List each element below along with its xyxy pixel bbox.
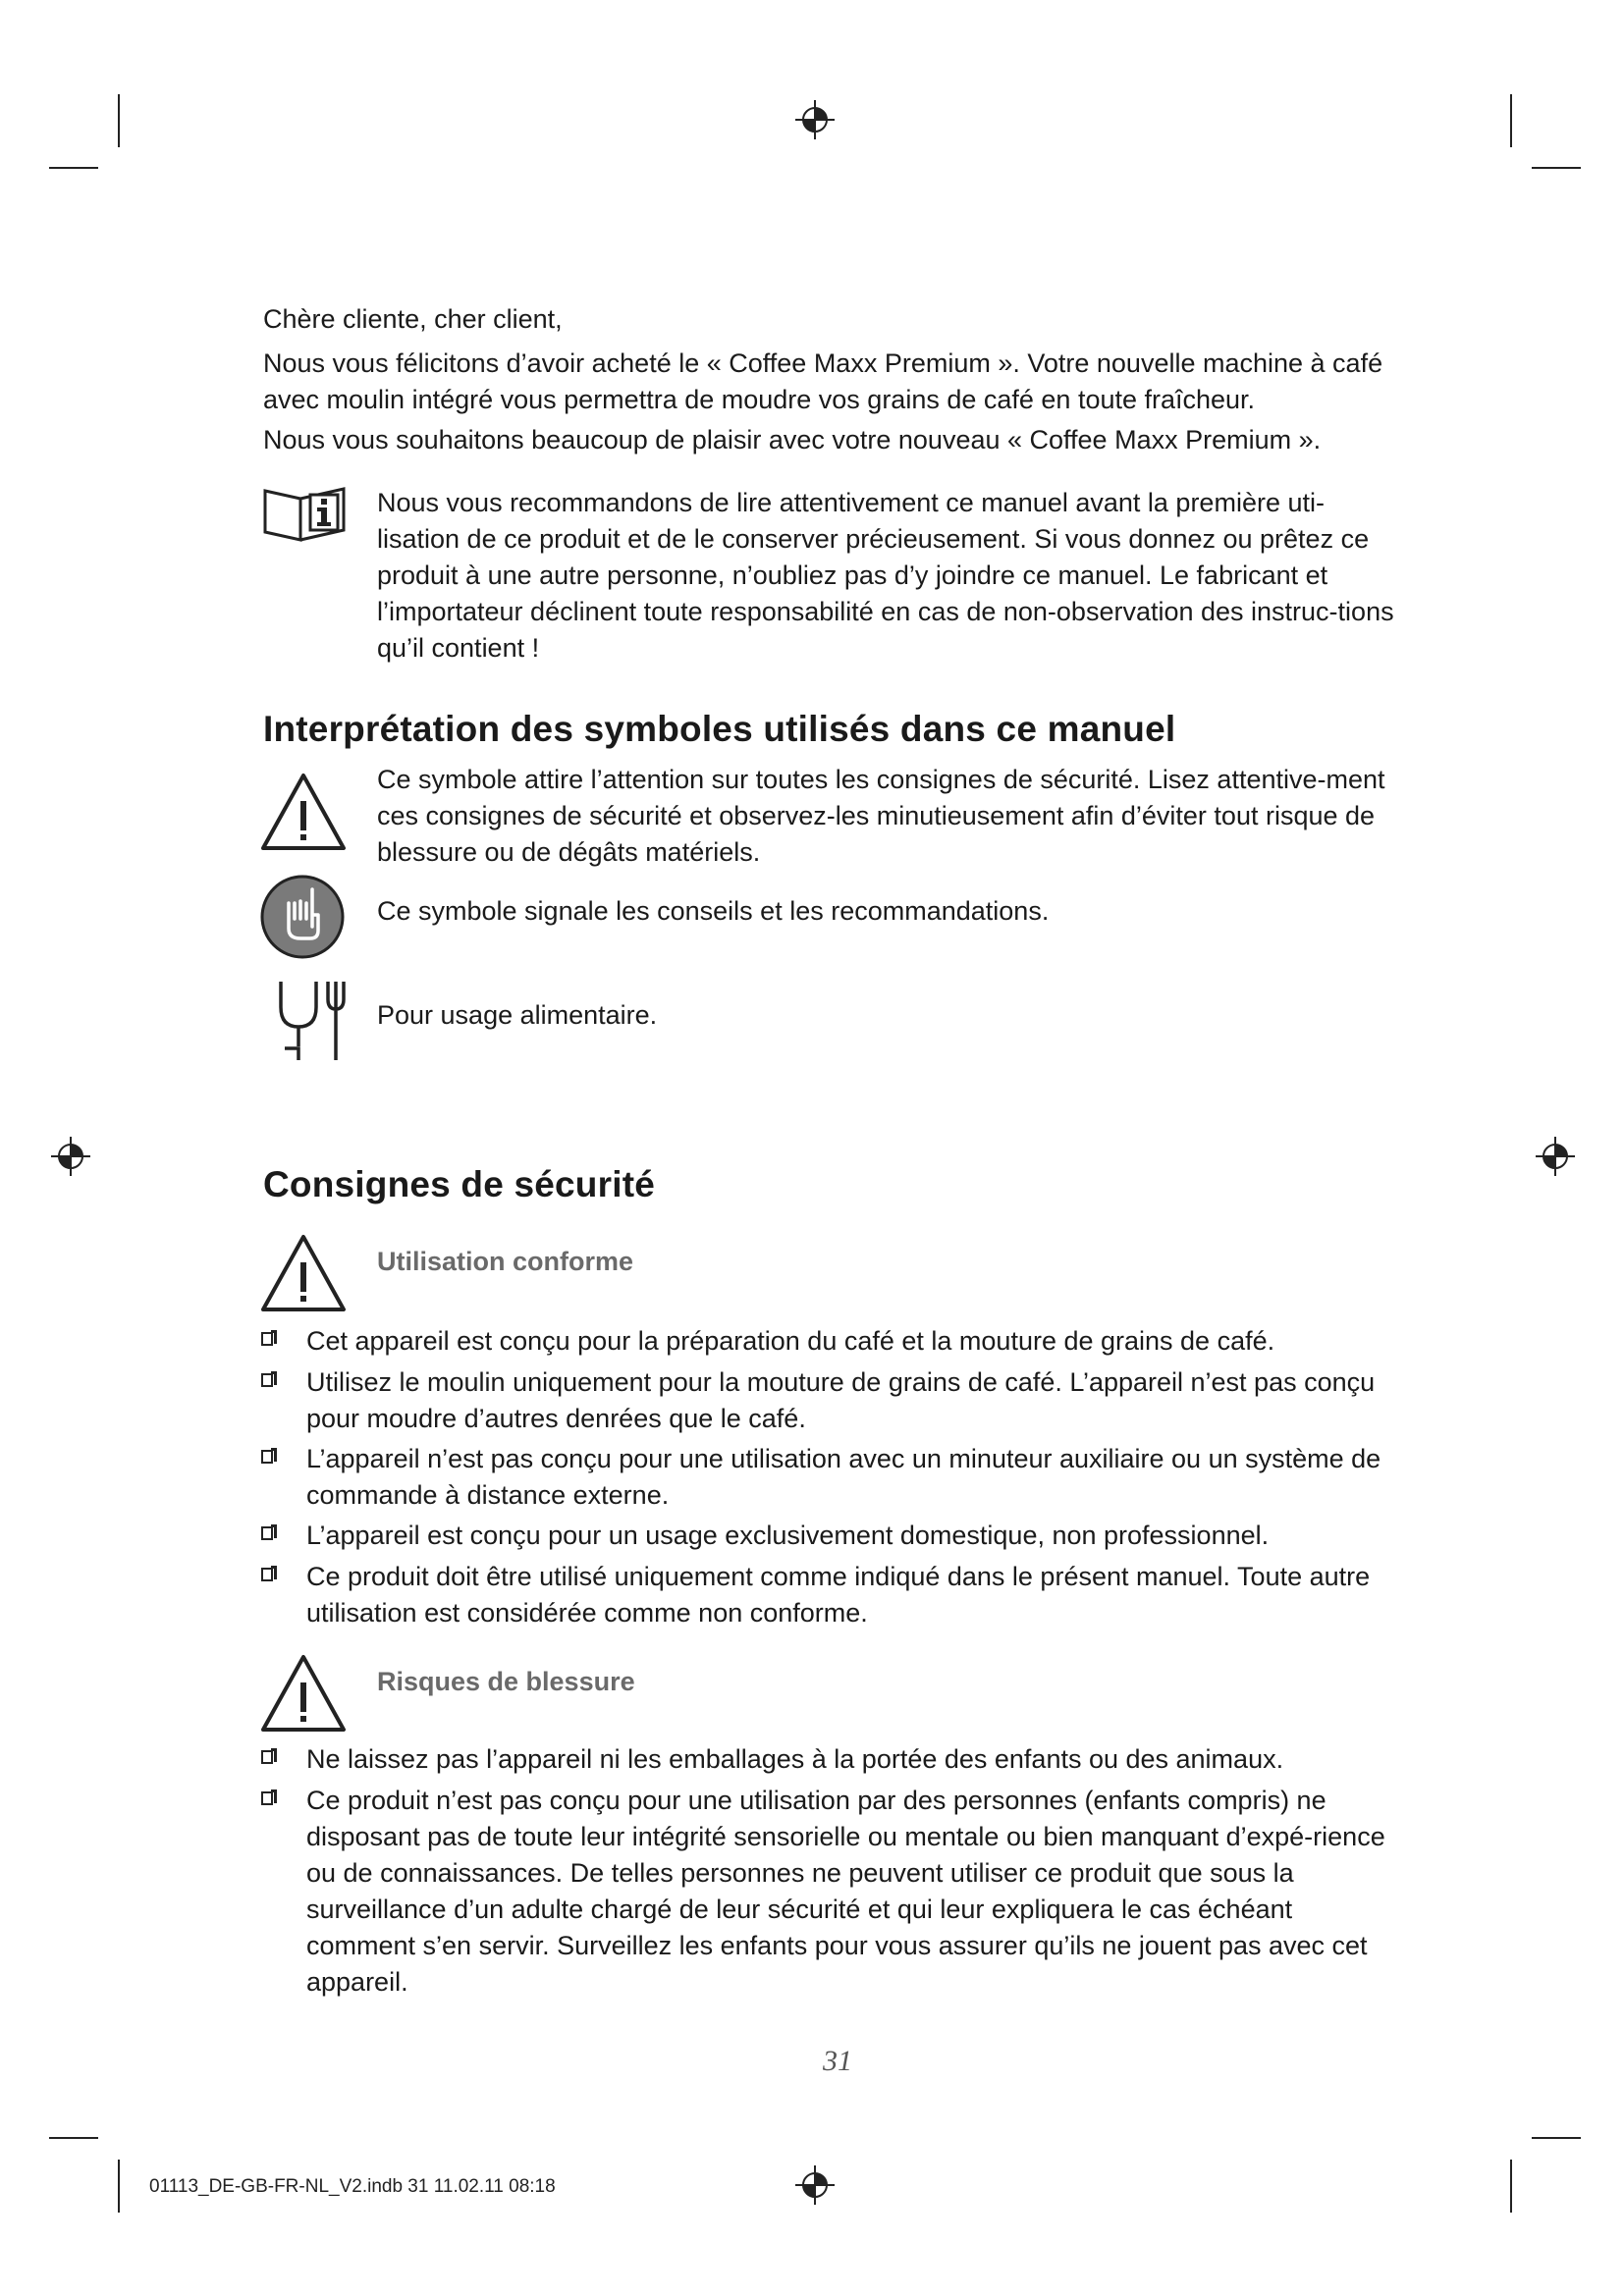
warning-icon <box>259 772 348 852</box>
warning-icon <box>259 1653 348 1734</box>
checkbox-bullet-icon <box>261 1332 273 1346</box>
registration-mark-bottom <box>795 2165 835 2205</box>
warning-symbol-text: Ce symbole attire l’attention sur toutes les consignes de sécurité. Lisez attentive-ment ces consignes de sécurité et observez-les minutieusement afin d’éviter tout risque de blessure ou de dégâts matériels. <box>377 765 1385 867</box>
crop-mark-top-right-h <box>1532 167 1581 169</box>
print-footer: 01113_DE-GB-FR-NL_V2.indb 31 11.02.11 08:18 <box>149 2176 556 2197</box>
crop-mark-top-right-v <box>1510 94 1512 147</box>
checkbox-bullet-icon <box>261 1450 273 1464</box>
warning-icon <box>259 1233 348 1313</box>
crop-mark-top-left-v <box>118 94 120 147</box>
greeting: Chère cliente, cher client, <box>263 304 563 334</box>
section-title-intended-use: Utilisation conforme <box>377 1247 634 1276</box>
symbols-heading: Interprétation des symboles utilisés dans ce manuel <box>263 709 1176 749</box>
registration-mark-left <box>51 1137 90 1176</box>
page-number: 31 <box>823 2045 852 2077</box>
intro-paragraph-1: Nous vous félicitons d’avoir acheté le « Coffee Maxx Premium ». Votre nouvelle machine à café avec moulin intégré vous permettra de moudre vos grains de café en toute fraîcheur. <box>263 348 1383 414</box>
read-manual-icon <box>261 485 348 544</box>
checkbox-bullet-icon <box>261 1568 273 1581</box>
checkbox-bullet-icon <box>261 1750 273 1764</box>
safety-heading: Consignes de sécurité <box>263 1164 655 1204</box>
crop-mark-bottom-left-v <box>118 2160 120 2213</box>
checkbox-bullet-icon <box>261 1526 273 1540</box>
checkbox-bullet-icon <box>261 1791 273 1805</box>
food-symbol-text: Pour usage alimentaire. <box>377 1000 658 1030</box>
manual-note: Nous vous recommandons de lire attentivement ce manuel avant la première uti-lisation de ce produit et de le conserver précieusement. Si vous donnez ou prêtez ce produit à une autre personne, n’oubliez pas d’y joindre ce manuel. Le fabricant et l’importateur déclinent toute responsabilité en cas de non-observation des instruc-tions qu’il contient ! <box>377 488 1394 663</box>
registration-mark-top <box>795 100 835 139</box>
registration-mark-right <box>1536 1137 1575 1176</box>
food-safe-icon <box>277 978 348 1062</box>
checkbox-bullet-icon <box>261 1373 273 1387</box>
intro-paragraph-2: Nous vous souhaitons beaucoup de plaisir avec votre nouveau « Coffee Maxx Premium ». <box>263 425 1322 454</box>
tip-hand-icon <box>259 874 346 960</box>
crop-mark-top-left-h <box>49 167 98 169</box>
section-title-injury-risks: Risques de blessure <box>377 1667 635 1696</box>
tip-symbol-text: Ce symbole signale les conseils et les recommandations. <box>377 896 1050 926</box>
crop-mark-bottom-right-v <box>1510 2160 1512 2213</box>
crop-mark-bottom-right-h <box>1532 2137 1581 2139</box>
crop-mark-bottom-left-h <box>49 2137 98 2139</box>
